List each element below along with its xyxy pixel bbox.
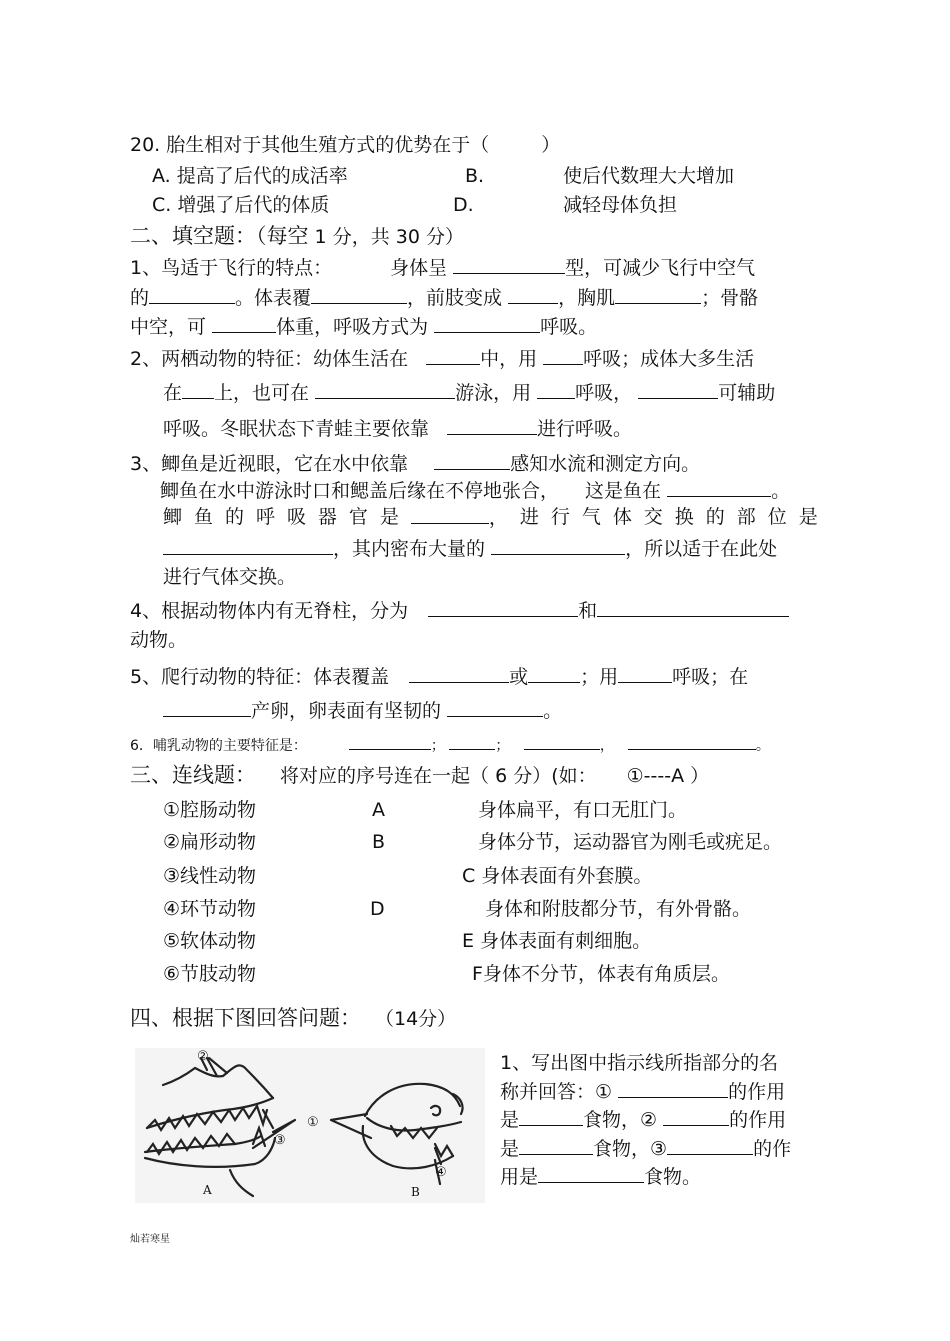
footer-text: 灿若寒星 [130, 1234, 170, 1245]
match-right-f: F身体不分节，体表有角质层。 [472, 963, 730, 985]
s2-q3-line1: 3、鲫鱼是近视眼，它在水中依靠 感知水流和测定方向。 [130, 453, 701, 475]
q20-option-d-letter: D. [453, 194, 474, 216]
match-left-1: ①腔肠动物 [163, 799, 257, 821]
s2-q2-line2: 在 上，也可在 游泳，用 呼吸， 可辅助 [163, 382, 776, 404]
q20-option-d: 减轻母体负担 [563, 194, 678, 216]
s2-q2-line1: 2、两栖动物的特征：幼体生活在 中，用 呼吸；成体大多生活 [130, 348, 755, 370]
section4-title: 四、根据下图回答问题： （14分） [130, 1006, 457, 1030]
section2-title: 二、填空题：（每空 1 分，共 30 分） [130, 224, 464, 248]
figure-label-a: A [203, 1183, 212, 1197]
s2-q4-line2: 动物。 [130, 629, 188, 651]
s2-q1-line3: 中空，可 体重，呼吸方式为 呼吸。 [130, 316, 598, 338]
s2-q3-line5: 进行气体交换。 [163, 566, 297, 588]
q20-option-b-letter: B. [465, 165, 485, 187]
match-right-a: 身体扁平，有口无肛门。 [478, 799, 688, 821]
q20-stem: 20. 胎生相对于其他生殖方式的优势在于（ ） [130, 134, 561, 156]
s4-q1-line3: 是 食物，② 的作用 [500, 1109, 787, 1131]
s2-q1-line1: 1、鸟适于飞行的特点： 身体呈 型，可减少飞行中空气 [130, 257, 756, 279]
match-letter-d: D [370, 898, 385, 920]
figure-mark-3: ③ [274, 1133, 286, 1148]
s2-q1-line2: 的 。体表覆 ，前肢变成 ，胸肌 ；骨骼 [130, 287, 759, 309]
match-right-e: E 身体表面有刺细胞。 [462, 930, 652, 952]
match-left-5: ⑤软体动物 [163, 930, 257, 952]
q20-option-c: C. 增强了后代的体质 [152, 194, 330, 216]
figure-mark-4: ④ [435, 1165, 447, 1180]
match-left-2: ②扁形动物 [163, 831, 257, 853]
match-left-6: ⑥节肢动物 [163, 963, 257, 985]
s4-q1-line2: 称并回答：① 的作用 [500, 1081, 786, 1103]
match-letter-b: B [372, 831, 386, 853]
s2-q3-line2: 鲫鱼在水中游泳时口和鳃盖后缘在不停地张合， 这是鱼在 。 [160, 480, 791, 502]
match-left-3: ③线性动物 [163, 865, 257, 887]
s2-q5-line2: 产卵，卵表面有坚韧的 。 [163, 698, 562, 723]
q20-option-a: A. 提高了后代的成活率 [152, 165, 348, 187]
s2-q3-line3: 鲫 鱼 的 呼 吸 器 官 是 ， 进 行 气 体 交 换 的 部 位 是 [163, 506, 818, 529]
s2-q2-line3: 呼吸。冬眠状态下青蛙主要依靠 进行呼吸。 [163, 418, 633, 440]
s2-q4-line1: 4、根据动物体内有无脊柱，分为 和 [130, 598, 789, 623]
s2-q5-line1: 5、爬行动物的特征：体表覆盖 或 ；用 呼吸；在 [130, 666, 749, 688]
figure-mark-2: ② [197, 1049, 209, 1064]
match-right-b: 身体分节，运动器官为刚毛或疣足。 [478, 831, 783, 853]
match-left-4: ④环节动物 [163, 898, 257, 920]
section3-title: 三、连线题： 将对应的序号连在一起（ 6 分）(如： ①----A ） [130, 763, 710, 787]
figure-label-b: B [411, 1185, 420, 1199]
s2-q6: 6．哺乳动物的主要特征是： ； ； ， 。 [130, 734, 770, 758]
teeth-figure [135, 1048, 485, 1203]
s2-q3-line4: ，其内密布大量的 ，所以适于在此处 [163, 536, 777, 561]
match-right-d: 身体和附肢都分节，有外骨骼。 [485, 898, 752, 920]
match-letter-a: A [372, 799, 385, 821]
s4-q1-line1: 1、写出图中指示线所指部分的名 [500, 1052, 779, 1074]
match-right-c: C 身体表面有外套膜。 [462, 865, 653, 887]
figure-mark-1: ① [307, 1115, 319, 1130]
q20-option-b: 使后代数理大大增加 [563, 165, 735, 187]
s4-q1-line4: 是 食物，③ 的作 [500, 1138, 792, 1160]
s4-q1-line5: 用是 食物。 [500, 1166, 702, 1188]
